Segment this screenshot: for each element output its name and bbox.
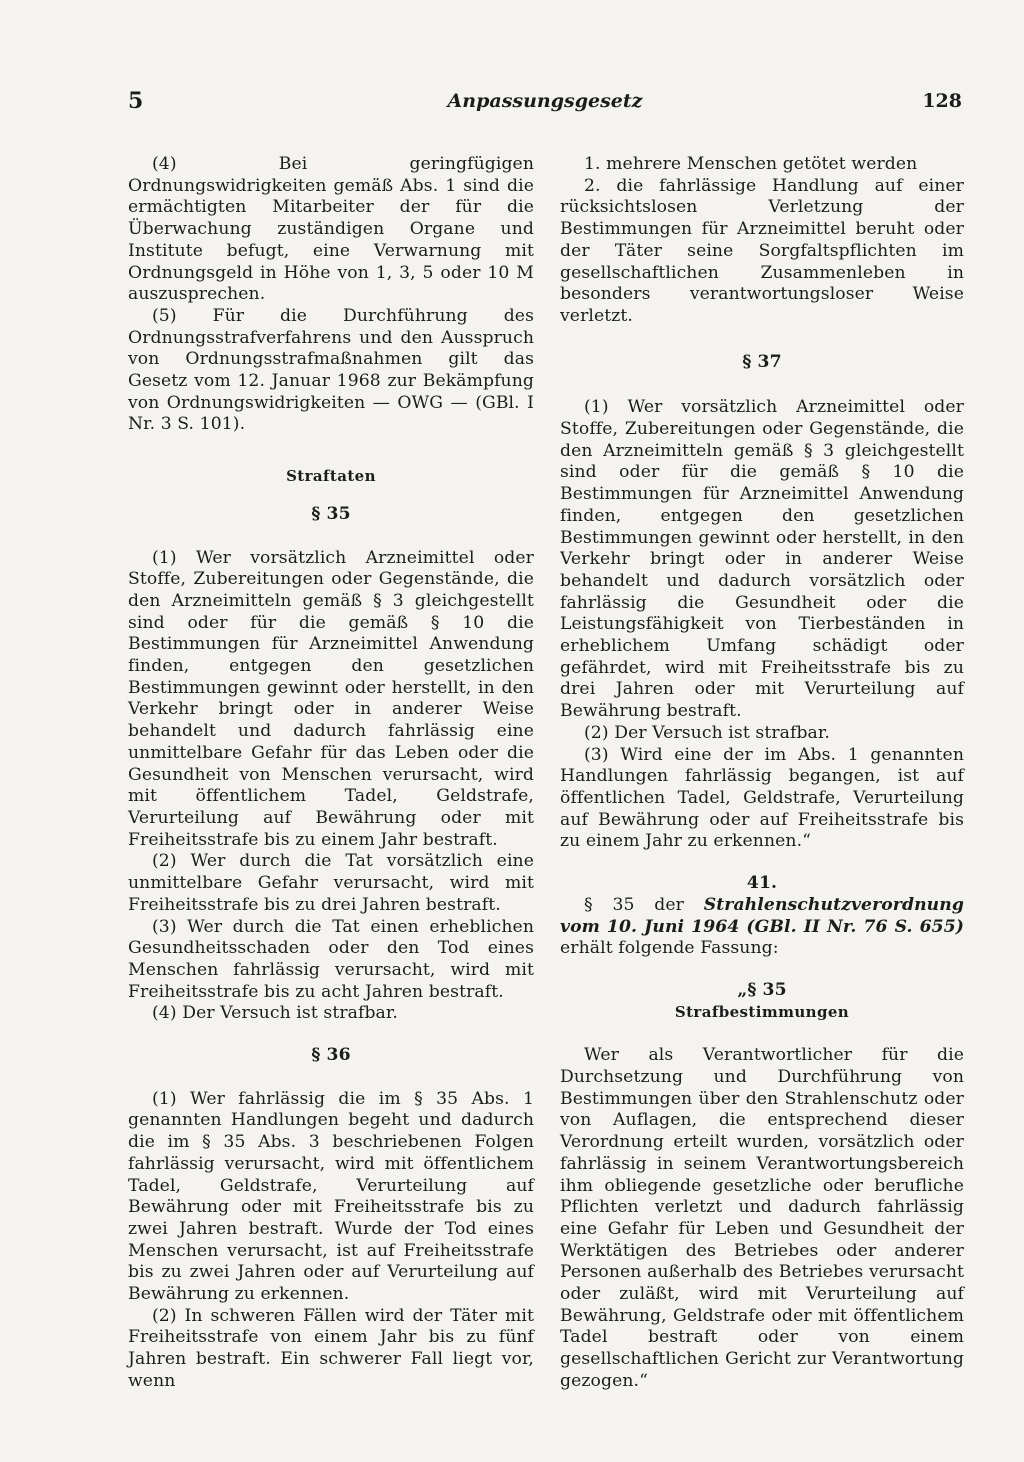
paragraph: (5) Für die Durchführung des Ordnungsstrafverfahrens und den Ausspruch von Ordnungsstrafmaßnahmen gilt das Gesetz vom 12. Januar 1968 zur Bekämpfung von Ordnungswidrigkeiten — OWG — (GBl. I Nr. 3 S. 101). (128, 305, 534, 435)
paragraph: (2) Wer durch die Tat vorsätzlich eine unmittelbare Gefahr verursacht, wird mit Freiheitsstrafe bis zu drei Jahren bestraft. (128, 851, 534, 915)
amendment-reference: Strahlenschutzverordnung vom 10. Juni 1964 (GBl. II Nr. 76 S. 655) (560, 894, 964, 937)
section-heading: § 36 (311, 1045, 351, 1066)
page-number: 128 (922, 90, 962, 112)
paragraph: (4) Bei geringfügigen Ordnungswidrigkeiten gemäß Abs. 1 sind die ermächtigten Mitarbeiter der für die Überwachung zuständigen Organe und Institute befugt, eine Verwarnung mit Ordnungsgeld in Höhe von 1, 3, 5 oder 10 M auszusprechen. (128, 154, 534, 305)
running-title: Anpassungsgesetz (447, 90, 643, 112)
paragraph: Wer als Verantwortlicher für die Durchsetzung und Durchführung von Bestimmungen über den Strahlenschutz oder von Auflagen, die entsprechend dieser Verordnung erteilt wurden, vorsätzlich oder fahrlässig in seinem Verantwortungsbereich ihm obliegende gesetzliche oder berufliche Pflichten verletzt und dadurch fahrlässig eine Gefahr für Leben und Gesundheit der Werktätigen des Betriebes oder anderer Personen außerhalb des Betriebes verursacht oder zuläßt, wird mit Verurteilung auf Bewährung, Geldstrafe oder mit öffentlichem Tadel bestraft oder von einem gesellschaftlichen Gericht zur Verantwortung gezogen.“ (560, 1045, 964, 1391)
quote-subheading: Strafbestimmungen (674, 1002, 850, 1021)
list-item: 1. mehrere Menschen getötet werden (584, 154, 918, 174)
section-heading: § 35 (311, 503, 351, 524)
paragraph: (2) In schweren Fällen wird der Täter mit Freiheitsstrafe von einem Jahr bis zu fünf Jahren bestraft. Ein schwerer Fall liegt vor, wenn (128, 1305, 534, 1391)
chapter-number: 5 (128, 88, 144, 114)
amendment-prefix: § 35 der (584, 894, 704, 915)
paragraph: (1) Wer vorsätzlich Arzneimittel oder Stoffe, Zubereitungen oder Gegenstände, die den Arzneimitteln gemäß § 3 gleichgestellt sind oder für die gemäß § 10 die Bestimmungen für Arzneimittel Anwendung finden, entgegen den gesetzlichen Bestimmungen gewinnt oder herstellt, in den Verkehr bringt oder in anderer Weise behandelt und dadurch vorsätzlich oder fahrlässig die Gesundheit oder die Leistungsfähigkeit von Tierbeständen in erheblichem Umfang schädigt oder gefährdet, wird mit Freiheitsstrafe bis zu drei Jahren oder mit Verurteilung auf Bewährung bestraft. (560, 397, 964, 722)
paragraph: (4) Der Versuch ist strafbar. (152, 1003, 398, 1024)
section-heading: § 37 (742, 351, 782, 372)
paragraph: (1) Wer fahrlässig die im § 35 Abs. 1 genannten Handlungen begeht und dadurch die im § 35 Abs. 3 beschriebenen Folgen fahrlässig verursacht, wird mit öffentlichem Tadel, Geldstrafe, Verurteilung auf Bewährung oder mit Freiheitsstrafe bis zu zwei Jahren bestraft. Wurde der Tod eines Menschen verursacht, ist auf Freiheitsstrafe bis zu zwei Jahren oder auf Verurteilung auf Bewährung zu erkennen. (128, 1088, 534, 1305)
paragraph: (3) Wird eine der im Abs. 1 genannten Handlungen fahrlässig begangen, ist auf öffentlichen Tadel, Geldstrafe, Verurteilung auf Bewährung oder auf Freiheitsstrafe bis zu einem Jahr zu erkennen.“ (560, 744, 964, 852)
list-item: 2. die fahrlässige Handlung auf einer rücksichtslosen Verletzung der Bestimmungen für Arzneimittel beruht oder der Täter seine Sorgfaltspflichten im gesellschaftlichen Zusammenleben in besonders verantwortungsloser Weise verletzt. (560, 175, 964, 326)
section-title: Straftaten (286, 467, 376, 486)
paragraph: (3) Wer durch die Tat einen erheblichen Gesundheitsschaden oder den Tod eines Menschen fahrlässig verursacht, wird mit Freiheitsstrafe bis zu acht Jahren bestraft. (128, 916, 534, 1002)
right-column (560, 154, 964, 1393)
left-column (128, 154, 534, 1393)
page-header (128, 88, 962, 118)
amendment-text (560, 895, 964, 960)
quote-heading: „§ 35 (737, 979, 787, 1000)
paragraph: (2) Der Versuch ist strafbar. (584, 722, 830, 743)
amendment-suffix: erhält folgende Fassung: (560, 938, 779, 959)
amendment-number: 41. (746, 873, 778, 894)
paragraph: (1) Wer vorsätzlich Arzneimittel oder Stoffe, Zubereitungen oder Gegenstände, die den Arzneimitteln gemäß § 3 gleichgestellt sind oder für die gemäß § 10 die Bestimmungen für Arzneimittel Anwendung finden, entgegen den gesetzlichen Bestimmungen gewinnt oder herstellt, in den Verkehr bringt oder in anderer Weise behandelt und dadurch fahrlässig eine unmittelbare Gefahr für das Leben oder die Gesundheit von Menschen verursacht, wird mit öffentlichem Tadel, Geldstrafe, Verurteilung auf Bewährung oder mit Freiheitsstrafe bis zu einem Jahr bestraft. (128, 547, 534, 850)
